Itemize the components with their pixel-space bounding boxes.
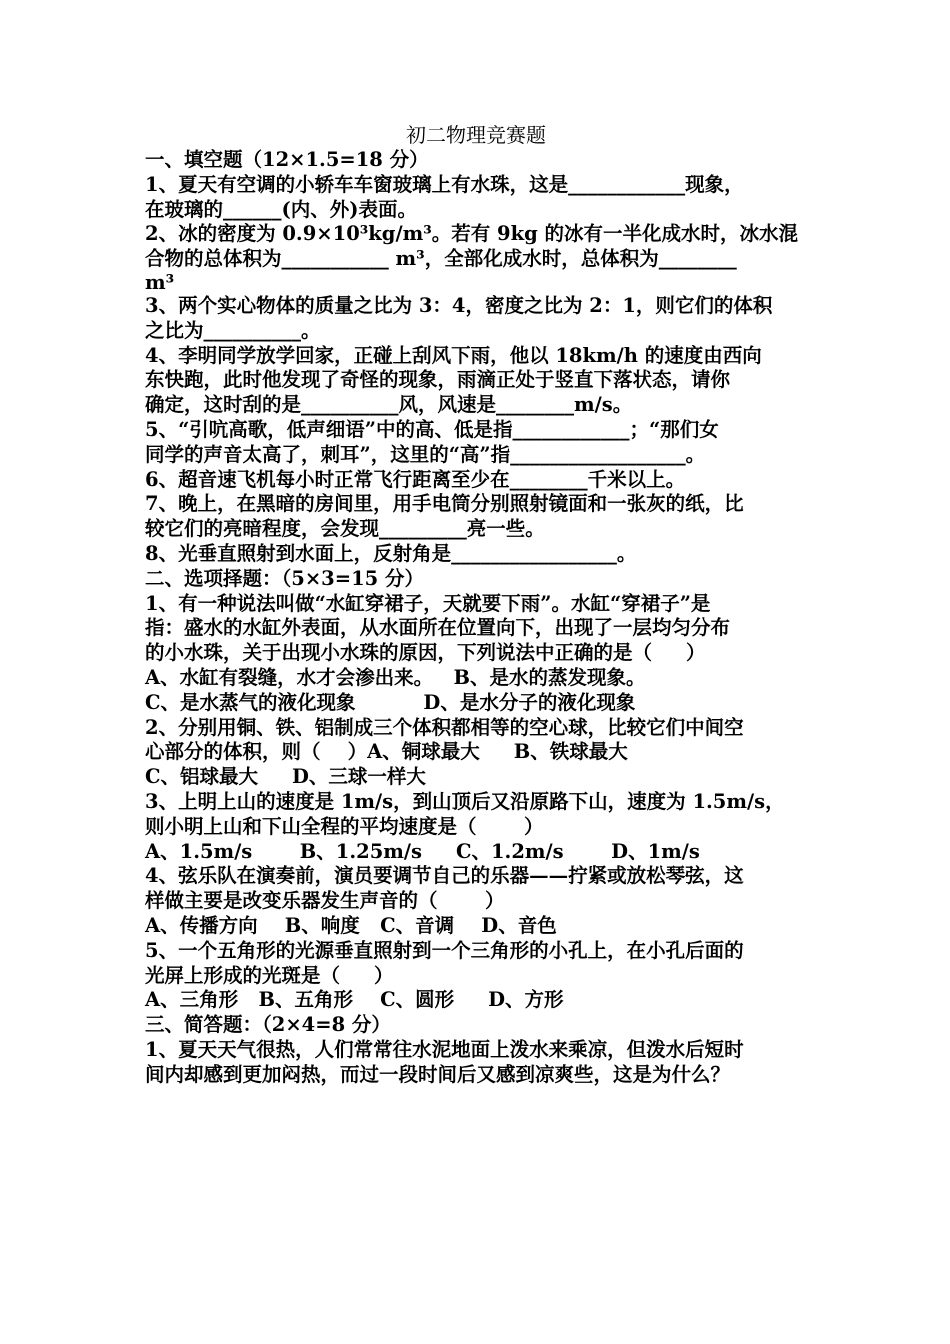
question-text: 1、夏天天气很热，人们常常往水泥地面上泼水来乘凉，但泼水后短时: [145, 1037, 744, 1061]
section-heading-short-answer: 三、简答题：（2×4=8 分）: [145, 1013, 391, 1037]
question-text: 的小水珠，关于出现小水珠的原因，下列说法中正确的是（ ）: [145, 641, 706, 665]
answer-options: A、水缸有裂缝，水才会渗出来。 B、是水的蒸发现象。: [145, 665, 646, 689]
question-text: 指：盛水的水缸外表面，从水面所在位置向下，出现了一层均匀分布: [145, 616, 731, 640]
answer-options: C、铝球最大 D、三球一样大: [145, 765, 426, 789]
question-text: 之比为__________。: [145, 318, 321, 342]
question-text: 2、分别用铜、铁、铝制成三个体积都相等的空心球，比较它们中间空: [145, 715, 744, 739]
question-text: 4、弦乐队在演奏前，演员要调节自己的乐器——拧紧或放松琴弦，这: [145, 864, 744, 888]
answer-options: A、1.5m/s B、1.25m/s C、1.2m/s D、1m/s: [145, 839, 700, 863]
question-text: 东快跑，此时他发现了奇怪的现象，雨滴正处于竖直下落状态，请你: [145, 368, 731, 392]
question-text: 间内却感到更加闷热，而过一段时间后又感到凉爽些，这是为什么？: [145, 1062, 731, 1086]
answer-options: A、传播方向 B、响度 C、音调 D、音色: [145, 913, 557, 937]
question-text: 样做主要是改变乐器发生声音的（ ）: [145, 889, 505, 913]
section-heading-fill-in: 一、填空题（12×1.5=18 分）: [145, 148, 429, 171]
question-text: 在玻璃的______(内、外)表面。: [145, 197, 417, 221]
question-text: 1、夏天有空调的小轿车车窗玻璃上有水珠，这是____________现象，: [145, 172, 744, 196]
answer-options: C、是水蒸气的液化现象 D、是水分子的液化现象: [145, 690, 636, 714]
question-text: 5、“引吭高歌，低声细语”中的高、低是指____________；“那们女: [145, 417, 719, 441]
answer-options: A、三角形 B、五角形 C、圆形 D、方形: [145, 988, 564, 1012]
question-text: 5、一个五角形的光源垂直照射到一个三角形的小孔上，在小孔后面的: [145, 938, 744, 962]
question-text: 确定，这时刮的是__________风，风速是________m/s。: [145, 393, 633, 417]
question-text: 8、光垂直照射到水面上，反射角是_________________。: [145, 541, 637, 565]
question-text: 2、冰的密度为 0.9×10³kg/m³。若有 9kg 的冰有一半化成水时，冰水混: [145, 222, 799, 246]
question-text: 较它们的亮暗程度，会发现_________亮一些。: [145, 517, 545, 541]
section-heading-multiple-choice: 二、选项择题：（5×3=15 分）: [145, 566, 424, 590]
question-text: 4、李明同学放学回家，正碰上刮风下雨，他以 18km/h 的速度由西向: [145, 343, 762, 367]
question-text: 同学的声音太高了，刺耳”，这里的“高”指__________________。: [145, 442, 706, 466]
exam-page: [145, 122, 807, 1087]
question-text: 心部分的体积，则（ ）A、铜球最大 B、铁球最大: [145, 740, 628, 764]
question-text: 3、两个实心物体的质量之比为 3：4，密度之比为 2：1，则它们的体积: [145, 293, 773, 317]
question-text: 合物的总体积为___________ m³，全部化成水时，总体积为________: [145, 247, 737, 271]
question-text: 则小明上山和下山全程的平均速度是（ ）: [145, 814, 544, 838]
question-text: 3、上明上山的速度是 1m/s，到山顶后又沿原路下山，速度为 1.5m/s，: [145, 789, 785, 813]
question-text: 6、超音速飞机每小时正常飞行距离至少在________千米以上。: [145, 467, 686, 491]
question-text: 7、晚上，在黑暗的房间里，用手电筒分别照射镜面和一张灰的纸，比: [145, 492, 744, 516]
question-text: 1、有一种说法叫做“水缸穿裙子，天就要下雨”。水缸“穿裙子”是: [145, 591, 711, 615]
question-text: 光屏上形成的光斑是（ ）: [145, 963, 394, 987]
exam-title: 初二物理竞赛题: [406, 123, 546, 147]
question-text: m³: [145, 270, 175, 294]
